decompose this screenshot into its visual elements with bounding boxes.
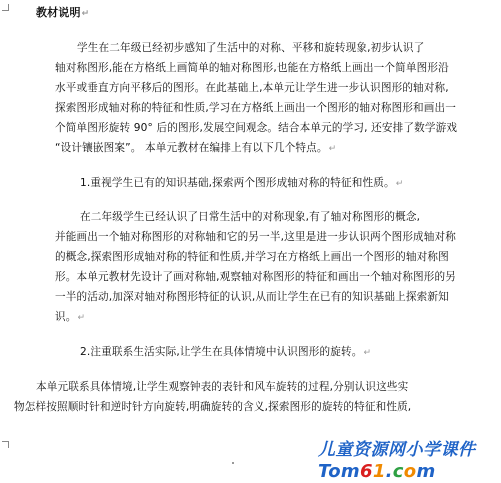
text-line bbox=[77, 41, 424, 55]
text-line bbox=[55, 101, 456, 115]
line-text: 水平或垂直方向平移后的图形。在此基础上,本单元让学生进一步认识图形的轴对称, bbox=[55, 82, 449, 94]
logo-part: 1 bbox=[372, 461, 386, 482]
line-text: 物怎样按照顺时针和逆时针方向旋转,明确旋转的含义,探索图形的旋转的特征和性质, bbox=[14, 401, 412, 413]
line-text: 探索图形成轴对称的特征和性质,学习在方格纸上画出一个图形的轴对称图形和画出一 bbox=[55, 102, 457, 114]
text-line bbox=[14, 400, 411, 414]
text-line bbox=[55, 230, 456, 244]
line-text: 识。 bbox=[55, 311, 77, 323]
text-line bbox=[55, 250, 449, 264]
text-line bbox=[55, 141, 336, 156]
line-text: 一半的活动,加深对轴对称图形特征的认识,从而让学生在已有的知识基础上探索新知 bbox=[55, 291, 449, 303]
logo-part: m bbox=[416, 461, 436, 482]
line-text: 学生在二年级已经初步感知了生活中的对称、平移和旋转现象,初步认识了 bbox=[77, 42, 425, 54]
line-text: 轴对称图形,能在方格纸上画简单的轴对称图形,也能在方格纸上画出一个简单图形沿 bbox=[55, 62, 449, 74]
line-text: 1.重视学生已有的知识基础,探索两个图形成轴对称的特征和性质。 bbox=[80, 177, 395, 189]
logo-part: 6 bbox=[359, 461, 373, 482]
logo-part: c bbox=[392, 461, 404, 482]
paragraph-mark: ↵ bbox=[363, 348, 372, 358]
doc-heading bbox=[36, 6, 89, 21]
line-text: 2.注重联系生活实际,让学生在具体情境中认识图形的旋转。 bbox=[80, 346, 363, 358]
text-line bbox=[55, 81, 449, 95]
line-text: “设计镶嵌图案”。 本单元教材在编排上有以下几个特点。 bbox=[55, 142, 328, 154]
text-line bbox=[55, 290, 449, 304]
paragraph-mark: ↵ bbox=[395, 179, 404, 189]
text-line bbox=[36, 380, 408, 394]
text-line bbox=[55, 61, 449, 75]
paragraph-mark: ↵ bbox=[77, 313, 86, 323]
watermark-logo-text bbox=[318, 462, 436, 482]
line-text: 在二年级学生已经认识了日常生活中的对称现象,有了轴对称图形的概念, bbox=[80, 211, 421, 223]
paragraph-mark: ↵ bbox=[328, 144, 337, 154]
line-text: 个简单图形旋转 90° 后的图形,发展空间观念。结合本单元的学习, 还安排了数学游戏 bbox=[55, 122, 458, 134]
point-heading bbox=[80, 176, 403, 191]
watermark-logo bbox=[318, 462, 499, 482]
logo-part: . bbox=[385, 461, 393, 482]
text-line bbox=[55, 310, 85, 325]
text-line bbox=[55, 270, 456, 284]
point-heading bbox=[80, 345, 371, 360]
watermark-site-name: 儿童资源网小学课件 bbox=[318, 440, 476, 460]
paragraph-mark: ↵ bbox=[81, 9, 90, 19]
crop-mark-top-left bbox=[2, 4, 9, 11]
text-line bbox=[55, 121, 457, 135]
line-text: 形。本单元教材先设计了画对称轴,观察轴对称图形的特征和画出一个轴对称图形的另 bbox=[55, 271, 457, 283]
heading-text: 教材说明 bbox=[36, 6, 81, 19]
line-text: 并能画出一个轴对称图形的对称轴和它的另一半,这里是进一步认识两个图形成轴对称 bbox=[55, 231, 457, 243]
logo-part: Tom bbox=[318, 461, 360, 482]
page-dot bbox=[232, 462, 234, 464]
line-text: 本单元联系具体情境,让学生观察钟表的表针和风车旋转的过程,分别认识这些实 bbox=[36, 381, 409, 393]
text-line bbox=[80, 210, 420, 224]
logo-part: o bbox=[403, 461, 417, 482]
line-text: 的概念,探索图形成轴对称的特征和性质,并学习在方格纸上画出一个图形的轴对称图 bbox=[55, 251, 449, 263]
crop-mark-bottom-left bbox=[2, 441, 9, 448]
